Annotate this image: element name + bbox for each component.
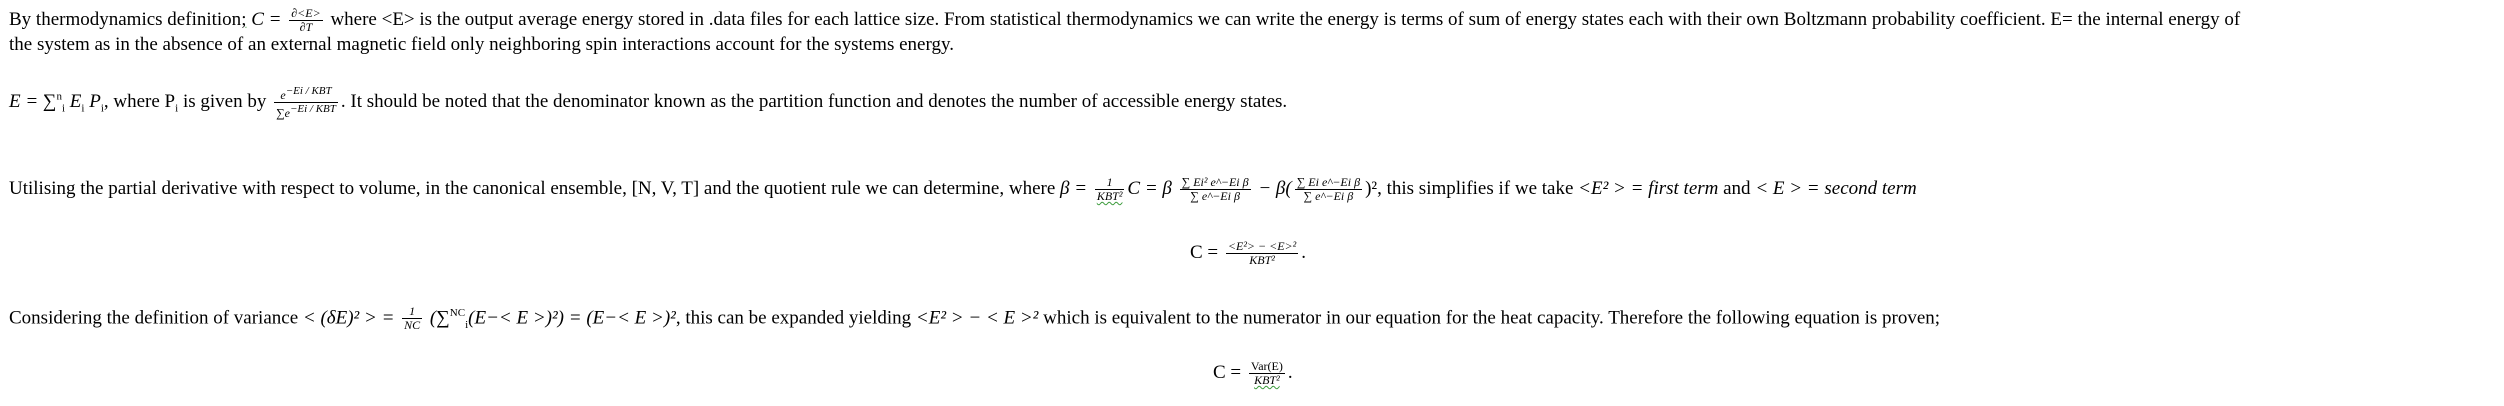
- para1-line2-text: the system as in the absence of an external magnetic field only neighboring spin interactions account for the systems energy.: [9, 34, 954, 55]
- sum-sup: n: [56, 90, 62, 103]
- Pi-sub: i: [100, 102, 104, 115]
- second-term: < E > = second term: [1755, 177, 1917, 199]
- beta-denominator: KBT²: [1096, 189, 1123, 203]
- paragraph-3: [9, 176, 1917, 203]
- para1-C-symbol: C =: [251, 8, 282, 30]
- paragraph-4: [9, 302, 1940, 336]
- Ei-sub: i: [81, 102, 85, 115]
- boltzmann-denominator: [274, 103, 338, 120]
- where-text: , where P: [103, 90, 176, 112]
- paragraph-1-line-2: [9, 34, 954, 56]
- and-text: and: [1718, 177, 1756, 199]
- sum-body: (E−< E >)²) = (E−< E >)²: [468, 307, 676, 329]
- eq1-denominator: KBT²: [1249, 253, 1275, 267]
- given-by-text: is given by: [178, 90, 267, 112]
- beta-eq: β =: [1060, 177, 1088, 199]
- beta-numerator: 1: [1095, 176, 1125, 190]
- variance-expr: < (δE)² > =: [302, 307, 395, 329]
- paragraph-1-line-1: [9, 7, 2240, 34]
- eq2-numerator: Var(E): [1250, 359, 1283, 373]
- boltzmann-num-exp: −Ei / KBT: [285, 85, 332, 97]
- eq1-fraction: [1226, 240, 1298, 267]
- eq2-lhs: C =: [1213, 361, 1242, 383]
- nc-denominator: NC: [404, 318, 421, 333]
- c-frac2-den: ∑ e^−Ei β: [1303, 189, 1354, 203]
- boltzmann-numerator: [274, 85, 338, 103]
- nc-fraction: [402, 305, 422, 332]
- dE-dT-numerator: ∂<E>: [291, 6, 321, 20]
- eq1-dot: .: [1301, 241, 1306, 263]
- c-frac1-den: ∑ e^−Ei β: [1190, 189, 1240, 203]
- minus-beta: − β(: [1253, 177, 1292, 199]
- c-frac1-num: ∑ Ei² e^−Ei β: [1181, 175, 1249, 189]
- C-beta-eq: C = β: [1127, 177, 1172, 199]
- eq2-fraction: [1249, 360, 1285, 387]
- E-term: E: [65, 90, 82, 112]
- sum-expr: (∑: [425, 307, 450, 329]
- boltzmann-den-exp: −Ei / KBT: [289, 103, 336, 115]
- para4-sum-sup: NC: [449, 307, 466, 319]
- eq2-dot: .: [1287, 361, 1293, 383]
- nc-numerator: 1: [402, 305, 422, 319]
- c-fraction-1: [1180, 176, 1251, 203]
- c-frac2-num: ∑ Ei e^−Ei β: [1296, 175, 1361, 189]
- P-term: P: [84, 90, 101, 112]
- equation-heat-capacity: [1190, 240, 1306, 267]
- boltzmann-probability-fraction: [274, 85, 338, 120]
- boltzmann-den-e: e: [284, 106, 290, 120]
- energy-sum-eq: E = ∑: [9, 90, 57, 112]
- dE-dT-fraction: [289, 7, 322, 34]
- eq2-denominator: KBT²: [1254, 373, 1280, 387]
- para1-text-start: By thermodynamics definition: [9, 8, 242, 30]
- para4-text-mid: , this can be expanded yielding: [675, 307, 916, 329]
- first-term: <E² > = first term: [1578, 177, 1719, 199]
- boltzmann-num-e: e: [280, 88, 286, 102]
- dE-dT-denominator: ∂T: [299, 20, 313, 34]
- para3-close-text: )², this simplifies if we take: [1365, 177, 1579, 199]
- where-sub: i: [175, 102, 179, 115]
- para1-text-rest: where <E> is the output average energy stored in .data files for each lattice size. From statistical thermodynamics we can write the energy is terms of sum of energy states each with their own Boltzmann probability coefficient. E= the internal energy of: [325, 8, 2241, 30]
- beta-fraction: [1095, 176, 1125, 203]
- para1-punct: ;: [241, 8, 247, 30]
- para3-text-start: Utilising the partial derivative with respect to volume, in the canonical ensemble, [N, V, T] and the quotient rule we can determine, where: [9, 177, 1061, 199]
- sum-sub: i: [61, 102, 66, 115]
- equation-variance-heat-capacity: [1213, 360, 1293, 387]
- expanded-expr: <E² > − < E >²: [915, 307, 1039, 329]
- boltzmann-den-sum: ∑: [276, 106, 285, 120]
- eq1-lhs: C =: [1190, 241, 1219, 263]
- eq1-numerator: <E²> − <E>²: [1227, 239, 1297, 253]
- para4-text-end: which is equivalent to the numerator in our equation for the heat capacity. Therefore the following equation is proven;: [1038, 307, 1941, 329]
- para4-sum-sub: i: [465, 319, 469, 332]
- paragraph-2: [9, 85, 1287, 120]
- para4-text-start: Considering the definition of variance: [9, 307, 303, 329]
- para2-after-text: . It should be noted that the denominator known as the partition function and denotes the number of accessible energy states.: [340, 90, 1288, 112]
- c-fraction-2: [1295, 176, 1362, 203]
